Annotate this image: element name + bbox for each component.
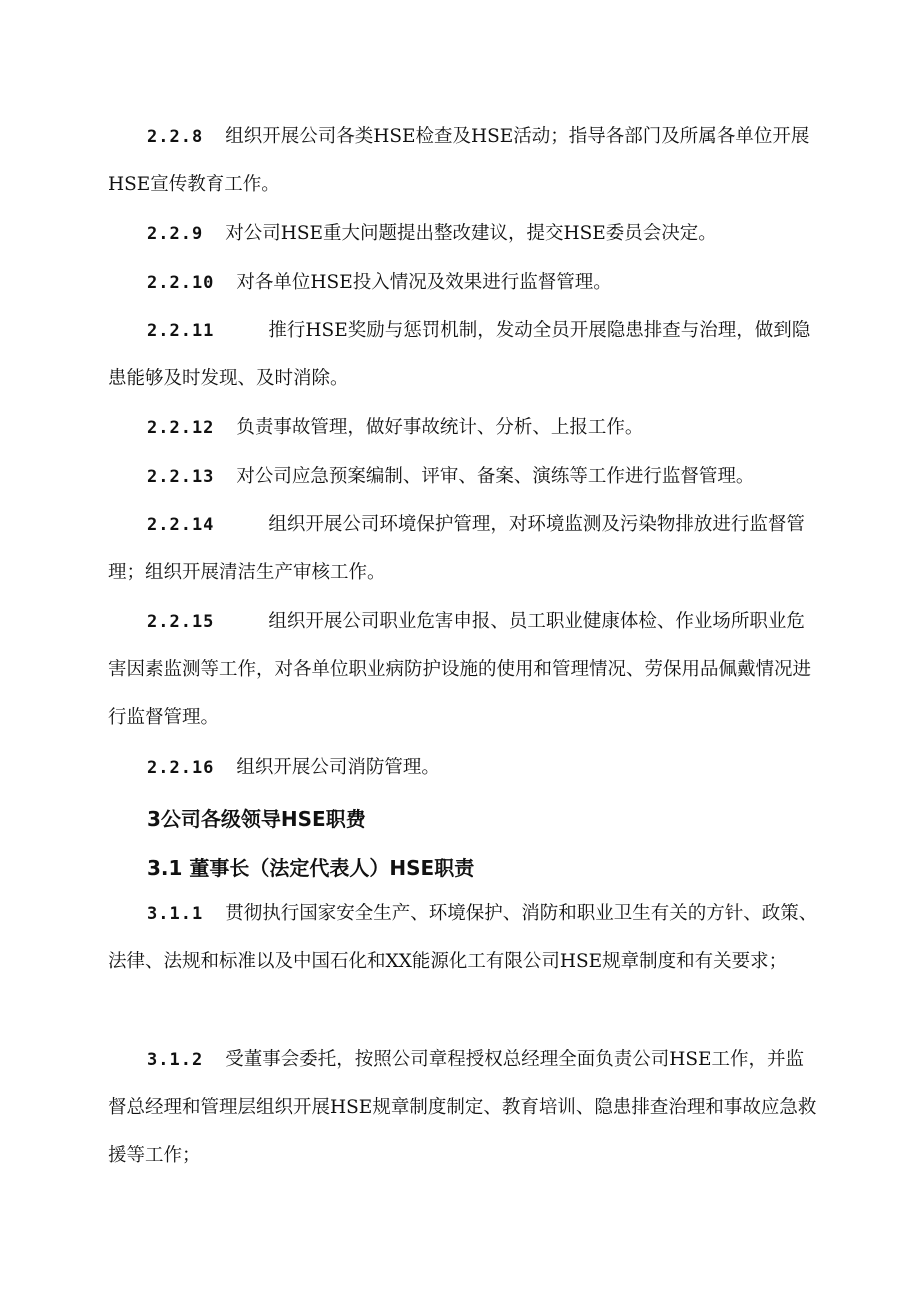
clause-text: 贯彻执行国家安全生产、环境保护、消防和职业卫生有关的方针、政策、法律、法规和标准以及中国石化和XX能源化工有限公司HSE规章制度和有关要求； [108,903,818,972]
section-heading-3-1: 3.1 董事长（法定代表人）HSE职责 [147,856,475,880]
clause-text: 组织开展公司各类HSE检查及HSE活动；指导各部门及所属各单位开展HSE宣传教育工作。 [108,126,810,195]
paragraph-2-2-9 [108,210,818,258]
clause-number: 2.2.13 [147,467,215,487]
clause-number: 2.2.10 [147,273,215,293]
paragraph-2-2-16 [108,744,818,792]
clause-text: 对公司应急预案编制、评审、备案、演练等工作进行监督管理。 [236,466,755,487]
clause-text: 受董事会委托，按照公司章程授权总经理全面负责公司HSE工作，并监督总经理和管理层组织开展HSE规章制度制定、教育培训、隐患排查治理和事故应急救援等工作； [108,1049,817,1166]
clause-number: 2.2.8 [147,127,204,147]
paragraph-2-2-12 [108,404,818,452]
clause-text: 组织开展公司职业危害申报、员工职业健康体检、作业场所职业危害因素监测等工作，对各单位职业病防护设施的使用和管理情况、劳保用品佩戴情况进行监督管理。 [108,611,812,728]
paragraph-3-1-1 [108,890,818,986]
clause-number: 2.2.9 [147,224,204,244]
paragraph-2-2-13 [108,453,818,501]
clause-text: 对各单位HSE投入情况及效果进行监督管理。 [236,272,612,293]
paragraph-2-2-11 [108,307,818,403]
clause-text: 组织开展公司消防管理。 [236,757,440,778]
paragraph-3-1-2 [108,1036,818,1180]
clause-number: 2.2.11 [147,321,215,341]
clause-number: 3.1.2 [147,1050,204,1070]
clause-text: 负责事故管理，做好事故统计、分析、上报工作。 [236,417,644,438]
clause-number: 2.2.15 [147,612,215,632]
section-heading-3: 3公司各级领导HSE职费 [147,807,366,831]
clause-number: 3.1.1 [147,904,204,924]
clause-number: 2.2.16 [147,758,215,778]
paragraph-2-2-15 [108,598,818,742]
clause-text: 对公司HSE重大问题提出整改建议，提交HSE委员会决定。 [225,223,717,244]
clause-number: 2.2.12 [147,418,215,438]
clause-text: 推行HSE奖励与惩罚机制，发动全员开展隐患排查与治理，做到隐患能够及时发现、及时消除。 [108,320,811,389]
paragraph-2-2-14 [108,501,818,597]
clause-text: 组织开展公司环境保护管理，对环境监测及污染物排放进行监督管理；组织开展清洁生产审核工作。 [108,514,805,583]
paragraph-2-2-8 [108,113,818,209]
paragraph-2-2-10 [108,259,818,307]
clause-number: 2.2.14 [147,515,215,535]
